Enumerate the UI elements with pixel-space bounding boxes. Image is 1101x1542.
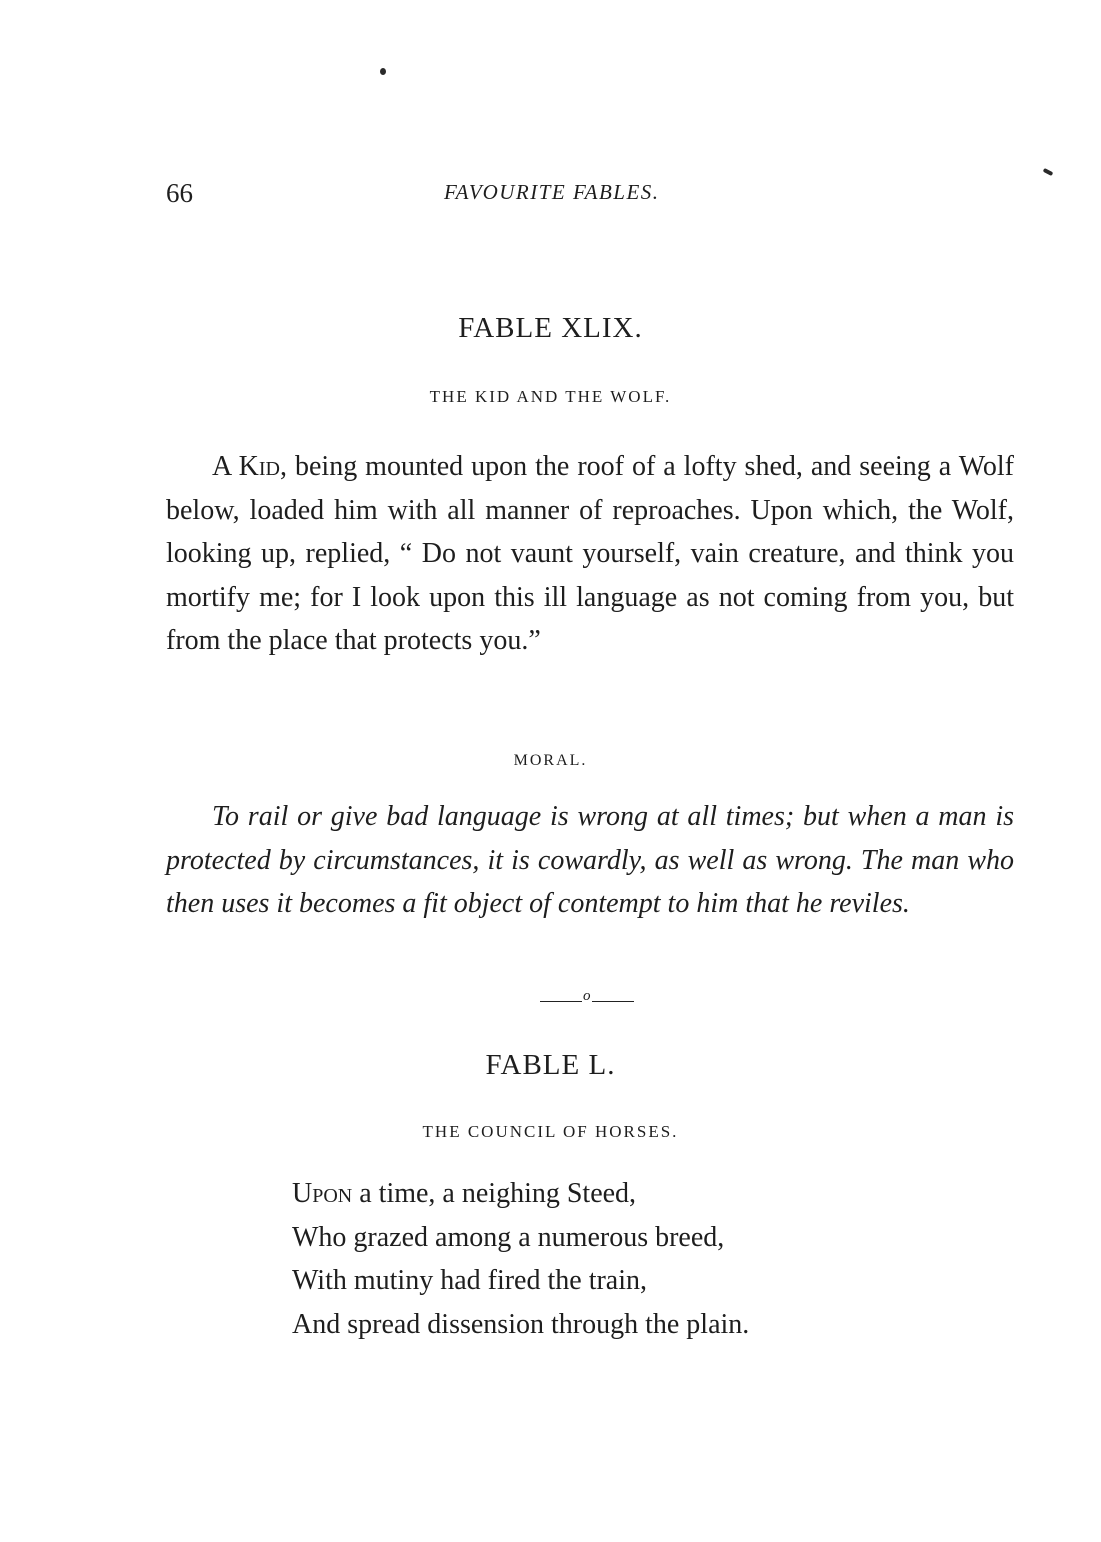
fable-title: FABLE L. [485,1049,616,1081]
verse [292,1172,749,1346]
running-title: FAVOURITE FABLES. [444,180,660,204]
verse-line: And spread dissension through the plain. [292,1308,750,1340]
moral-heading: MORAL. [513,752,588,769]
divider-line-right [592,1001,634,1002]
fable-body-text: , being mounted upon the roof of a lofty shed, and seeing a Wolf below, loaded him with all manner of reproaches. Upon which, the Wolf, looking up, replied, “ Do not vaunt yourself, vain creature, and think you mortify me; for I look upon this ill language as not coming from you, but from the place that protects you.” [166,451,1014,656]
fable-body-lead: A [212,451,239,482]
verse-first-rest: a time, a neighing Steed, [352,1178,637,1209]
ink-speck [1043,168,1054,176]
divider-ornament: o [583,988,591,1004]
fable-subtitle: THE COUNCIL OF HORSES. [422,1122,679,1141]
verse-line: Who grazed among a numerous breed, [292,1221,725,1253]
divider-line-left [540,1001,582,1002]
verse-line [292,1172,749,1216]
fable-title: FABLE XLIX. [458,312,643,344]
fable-body-name: Kid [238,451,280,482]
fable-subtitle: THE KID AND THE WOLF. [429,387,672,406]
verse-line: With mutiny had fired the train, [292,1265,648,1296]
ink-speck [380,68,386,75]
page-number: 66 [166,178,193,208]
fable-body [166,445,1014,663]
running-head [166,178,1026,218]
section-divider [540,988,634,1008]
verse-first-word: Upon [292,1178,353,1209]
moral-text: To rail or give bad language is wrong at all times; but when a man is protected by circumstances, it is cowardly, as well as wrong. The man who then uses it becomes a fit object of contempt to him that he reviles. [166,801,1014,919]
